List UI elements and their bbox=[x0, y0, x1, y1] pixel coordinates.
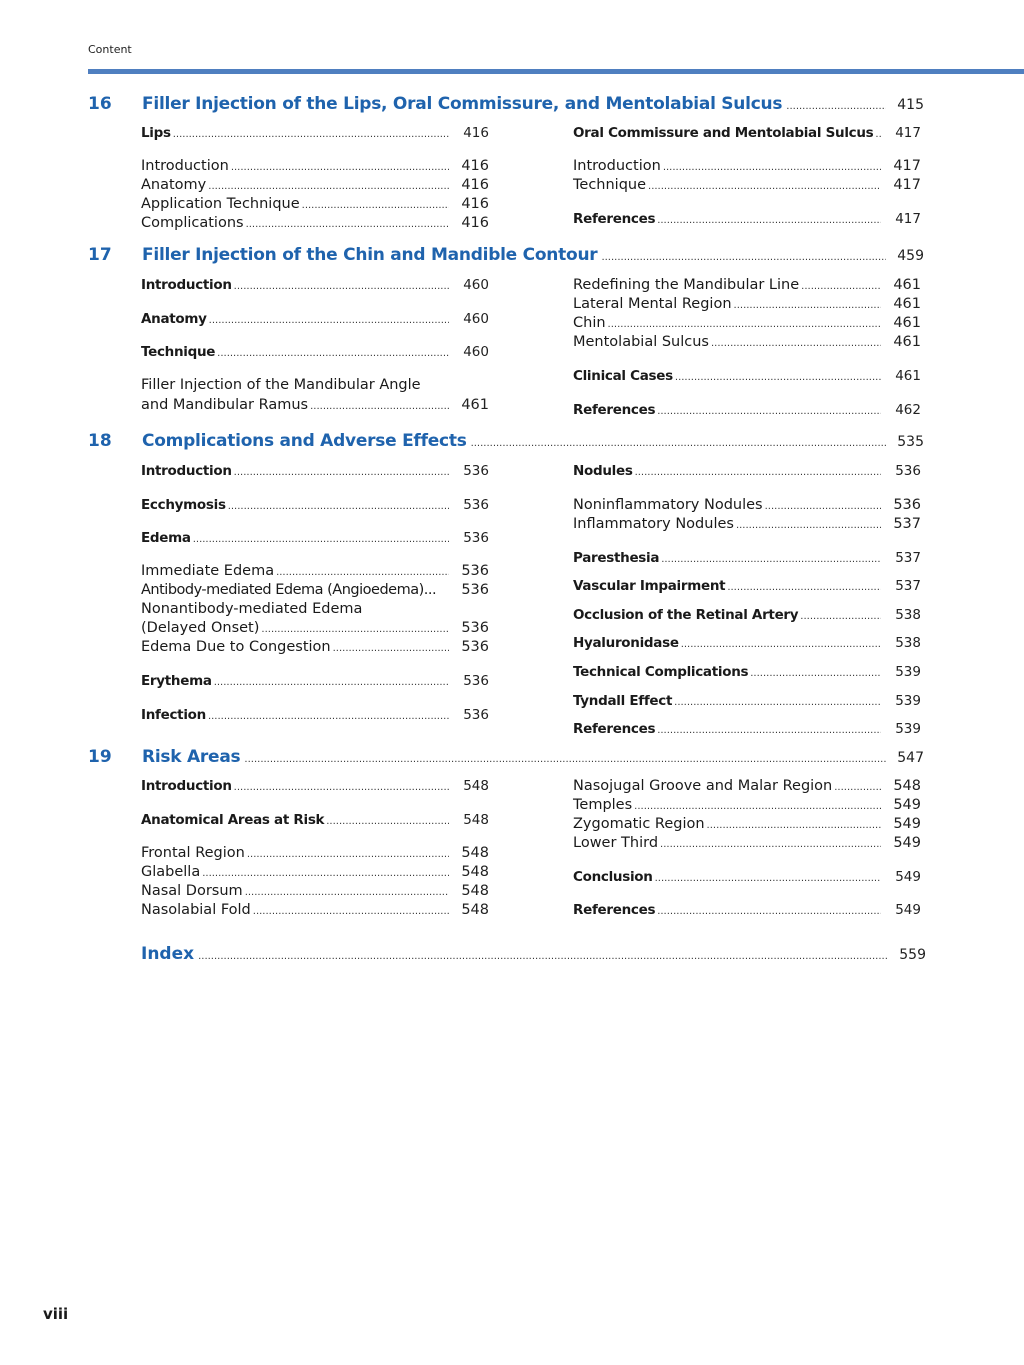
dot-leader bbox=[471, 438, 886, 449]
dot-leader bbox=[734, 300, 881, 311]
dot-leader bbox=[261, 624, 449, 635]
dot-leader bbox=[657, 215, 881, 226]
entry-page: 460 bbox=[463, 311, 489, 327]
toc-entry[interactable] bbox=[141, 639, 489, 659]
entry-page: 548 bbox=[461, 902, 489, 918]
entry-page: 461 bbox=[895, 368, 921, 384]
chapter-title: Complications and Adverse Effects bbox=[142, 431, 467, 451]
dot-leader bbox=[234, 281, 449, 292]
toc-entry[interactable] bbox=[141, 397, 489, 417]
entry-label: Zygomatic Region bbox=[573, 816, 705, 832]
entry-page: 537 bbox=[895, 578, 921, 594]
toc-entry[interactable] bbox=[141, 620, 489, 640]
chapter-19-heading[interactable] bbox=[88, 747, 924, 773]
entry-page: 548 bbox=[461, 864, 489, 880]
entry-page: 536 bbox=[463, 707, 489, 723]
dot-leader bbox=[302, 200, 449, 211]
entry-page: 537 bbox=[893, 516, 921, 532]
dot-leader bbox=[601, 252, 886, 263]
toc-entry[interactable] bbox=[141, 497, 489, 517]
dot-leader bbox=[217, 348, 449, 359]
toc-entry[interactable] bbox=[573, 797, 921, 817]
entry-label: Vascular Impairment bbox=[573, 578, 726, 594]
toc-entry[interactable] bbox=[141, 582, 489, 602]
toc-entry[interactable] bbox=[141, 530, 489, 550]
chapter-page: 459 bbox=[897, 248, 924, 264]
entry-label: Lips bbox=[141, 125, 171, 141]
entry-label: Edema Due to Congestion bbox=[141, 639, 331, 655]
entry-page: 548 bbox=[463, 812, 489, 828]
entry-page: 538 bbox=[895, 607, 921, 623]
entry-label: References bbox=[573, 902, 656, 918]
chapter-title: Filler Injection of the Chin and Mandible Contour bbox=[142, 245, 598, 265]
toc-entry[interactable] bbox=[141, 902, 489, 922]
toc-entry[interactable] bbox=[573, 835, 921, 855]
entry-label: Chin bbox=[573, 315, 606, 331]
entry-label: Conclusion bbox=[573, 869, 653, 885]
dot-leader bbox=[247, 849, 449, 860]
dot-leader bbox=[234, 467, 449, 478]
entry-page: 536 bbox=[893, 497, 921, 513]
entry-page: 416 bbox=[463, 125, 489, 141]
entry-page: 536 bbox=[461, 620, 489, 636]
dot-leader bbox=[800, 611, 881, 622]
entry-label: References bbox=[573, 721, 656, 737]
chapter-number: 16 bbox=[88, 94, 112, 114]
toc-entry[interactable] bbox=[573, 402, 921, 422]
entry-page: 416 bbox=[461, 158, 489, 174]
entry-page: 548 bbox=[893, 778, 921, 794]
toc-entry[interactable] bbox=[573, 902, 921, 922]
dot-leader bbox=[635, 467, 881, 478]
toc-entry[interactable] bbox=[141, 864, 489, 884]
entry-label: Occlusion of the Retinal Artery bbox=[573, 607, 799, 623]
toc-entry[interactable] bbox=[573, 664, 921, 684]
entry-page: 539 bbox=[895, 721, 921, 737]
entry-label: Application Technique bbox=[141, 196, 300, 212]
entry-page: 461 bbox=[893, 296, 921, 312]
entry-page: 536 bbox=[461, 639, 489, 655]
toc-entry[interactable] bbox=[141, 158, 489, 178]
entry-label: Infection bbox=[141, 707, 206, 723]
toc-entry[interactable] bbox=[141, 463, 489, 483]
toc-entry[interactable] bbox=[141, 344, 489, 364]
entry-page: 536 bbox=[463, 497, 489, 513]
entry-label: Glabella bbox=[141, 864, 201, 880]
entry-label: Ecchymosis bbox=[141, 497, 226, 513]
entry-page: 536 bbox=[895, 463, 921, 479]
entry-page: 537 bbox=[895, 550, 921, 566]
dot-leader bbox=[765, 501, 881, 512]
dot-leader bbox=[663, 162, 881, 173]
chapter-17-heading[interactable] bbox=[88, 245, 924, 271]
entry-page: 460 bbox=[463, 344, 489, 360]
toc-entry[interactable] bbox=[573, 125, 921, 145]
dot-leader bbox=[675, 372, 881, 383]
entry-page: 461 bbox=[893, 315, 921, 331]
entry-page: 549 bbox=[893, 835, 921, 851]
entry-label: Introduction bbox=[141, 158, 229, 174]
entry-label: Filler Injection of the Mandibular Angle bbox=[141, 377, 421, 393]
toc-entry[interactable] bbox=[573, 550, 921, 570]
entry-page: 462 bbox=[895, 402, 921, 418]
entry-label: Technique bbox=[141, 344, 216, 360]
entry-label: Noninflammatory Nodules bbox=[573, 497, 763, 513]
index-page: 559 bbox=[899, 947, 926, 963]
entry-label: Erythema bbox=[141, 673, 212, 689]
entry-label: Oral Commissure and Mentolabial Sulcus bbox=[573, 125, 874, 141]
entry-label: (Delayed Onset) bbox=[141, 620, 260, 636]
toc-entry[interactable] bbox=[141, 883, 489, 903]
dot-leader bbox=[634, 801, 881, 812]
toc-entry[interactable] bbox=[141, 778, 489, 798]
entry-label: Nonantibody-mediated Edema bbox=[141, 601, 363, 617]
chapter-title: Risk Areas bbox=[142, 747, 241, 767]
dot-leader bbox=[727, 582, 881, 593]
entry-label: Mentolabial Sulcus bbox=[573, 334, 709, 350]
chapter-16-heading[interactable] bbox=[88, 94, 924, 120]
dot-leader bbox=[234, 782, 449, 793]
entry-page: 416 bbox=[461, 196, 489, 212]
dot-leader bbox=[657, 725, 881, 736]
chapter-number: 18 bbox=[88, 431, 112, 451]
dot-leader bbox=[750, 668, 881, 679]
toc-entry[interactable] bbox=[141, 563, 489, 583]
dot-leader bbox=[173, 129, 449, 140]
dot-leader bbox=[674, 697, 881, 708]
dot-leader bbox=[801, 281, 881, 292]
entry-label: Nasal Dorsum bbox=[141, 883, 243, 899]
entry-label: Technique bbox=[573, 177, 647, 193]
entry-label: References bbox=[573, 211, 656, 227]
entry-page: 549 bbox=[895, 869, 921, 885]
dot-leader bbox=[244, 754, 886, 765]
toc-entry[interactable] bbox=[573, 158, 921, 178]
dot-leader bbox=[834, 782, 881, 793]
toc-entry[interactable] bbox=[573, 315, 921, 335]
entry-label: Introduction bbox=[141, 778, 232, 794]
index-title: Index bbox=[141, 944, 195, 964]
toc-entry[interactable] bbox=[573, 334, 921, 354]
toc-entry[interactable] bbox=[573, 296, 921, 316]
dot-leader bbox=[214, 677, 449, 688]
dot-leader bbox=[208, 181, 449, 192]
entry-label: Anatomy bbox=[141, 311, 207, 327]
toc-entry[interactable] bbox=[573, 211, 921, 231]
entry-page: 536 bbox=[463, 673, 489, 689]
toc-entry[interactable] bbox=[141, 673, 489, 693]
toc-entry[interactable] bbox=[573, 277, 921, 297]
dot-leader bbox=[208, 711, 449, 722]
toc-entry[interactable] bbox=[573, 607, 921, 627]
dot-leader bbox=[786, 101, 886, 112]
entry-label: Paresthesia bbox=[573, 550, 660, 566]
entry-label: Lower Third bbox=[573, 835, 659, 851]
toc-entry[interactable] bbox=[141, 125, 489, 145]
entry-label: Technical Complications bbox=[573, 664, 749, 680]
dot-leader bbox=[681, 639, 881, 650]
toc-entry[interactable] bbox=[141, 277, 489, 297]
toc-entry[interactable] bbox=[573, 816, 921, 836]
toc-entry[interactable] bbox=[573, 778, 921, 798]
entry-label: Anatomy bbox=[141, 177, 207, 193]
dot-leader bbox=[231, 162, 449, 173]
entry-label: References bbox=[573, 402, 656, 418]
toc-entry[interactable] bbox=[573, 635, 921, 655]
entry-page: 539 bbox=[895, 693, 921, 709]
entry-label: Antibody-mediated Edema (Angioedema)... bbox=[141, 582, 437, 598]
entry-page: 461 bbox=[893, 334, 921, 350]
dot-leader bbox=[648, 181, 881, 192]
entry-label: Inflammatory Nodules bbox=[573, 516, 734, 532]
entry-label: Anatomical Areas at Risk bbox=[141, 812, 325, 828]
chapter-page: 547 bbox=[897, 750, 924, 766]
toc-entry-line[interactable] bbox=[141, 377, 489, 397]
toc-entry[interactable] bbox=[141, 707, 489, 727]
toc-entry[interactable] bbox=[573, 869, 921, 889]
toc-entry[interactable] bbox=[573, 693, 921, 713]
page-folio: viii bbox=[43, 1305, 69, 1323]
toc-entry[interactable] bbox=[573, 497, 921, 517]
entry-page: 536 bbox=[461, 582, 489, 598]
entry-label: Edema bbox=[141, 530, 191, 546]
entry-page: 536 bbox=[461, 563, 489, 579]
dot-leader bbox=[657, 406, 881, 417]
toc-entry-line[interactable] bbox=[141, 601, 489, 621]
dot-leader bbox=[657, 906, 881, 917]
toc-entry[interactable] bbox=[573, 721, 921, 741]
entry-label: Nasojugal Groove and Malar Region bbox=[573, 778, 833, 794]
entry-label: Complications bbox=[141, 215, 244, 231]
toc-entry[interactable] bbox=[573, 516, 921, 536]
dot-leader bbox=[875, 129, 881, 140]
entry-label: Tyndall Effect bbox=[573, 693, 673, 709]
dot-leader bbox=[660, 839, 881, 850]
entry-page: 539 bbox=[895, 664, 921, 680]
dot-leader bbox=[310, 401, 449, 412]
chapter-title: Filler Injection of the Lips, Oral Commissure, and Mentolabial Sulcus bbox=[142, 94, 783, 114]
dot-leader bbox=[326, 816, 449, 827]
chapter-page: 415 bbox=[897, 97, 924, 113]
entry-label: and Mandibular Ramus bbox=[141, 397, 309, 413]
entry-label: Nasolabial Fold bbox=[141, 902, 251, 918]
entry-page: 549 bbox=[893, 797, 921, 813]
dot-leader bbox=[209, 315, 449, 326]
dot-leader bbox=[276, 567, 449, 578]
header-rule bbox=[88, 69, 1024, 74]
entry-page: 417 bbox=[893, 177, 921, 193]
dot-leader bbox=[228, 501, 449, 512]
entry-label: Clinical Cases bbox=[573, 368, 673, 384]
entry-page: 416 bbox=[461, 177, 489, 193]
entry-page: 548 bbox=[463, 778, 489, 794]
dot-leader bbox=[253, 906, 449, 917]
entry-label: Frontal Region bbox=[141, 845, 245, 861]
dot-leader bbox=[711, 338, 881, 349]
chapter-18-heading[interactable] bbox=[88, 431, 924, 457]
toc-entry[interactable] bbox=[141, 812, 489, 832]
dot-leader bbox=[655, 873, 881, 884]
entry-page: 538 bbox=[895, 635, 921, 651]
entry-page: 549 bbox=[893, 816, 921, 832]
entry-page: 416 bbox=[461, 215, 489, 231]
index-entry[interactable] bbox=[141, 944, 926, 968]
entry-label: Introduction bbox=[573, 158, 661, 174]
entry-label: Temples bbox=[573, 797, 633, 813]
toc-entry[interactable] bbox=[141, 196, 489, 216]
dot-leader bbox=[245, 887, 449, 898]
toc-entry[interactable] bbox=[141, 311, 489, 331]
entry-label: Redefining the Mandibular Line bbox=[573, 277, 800, 293]
dot-leader bbox=[193, 534, 449, 545]
dot-leader bbox=[707, 820, 881, 831]
toc-entry[interactable] bbox=[573, 463, 921, 483]
dot-leader bbox=[736, 520, 881, 531]
entry-page: 417 bbox=[895, 125, 921, 141]
entry-page: 548 bbox=[461, 883, 489, 899]
entry-page: 549 bbox=[895, 902, 921, 918]
entry-page: 417 bbox=[893, 158, 921, 174]
dot-leader bbox=[608, 319, 881, 330]
dot-leader bbox=[202, 868, 449, 879]
toc-entry[interactable] bbox=[141, 215, 489, 235]
dot-leader bbox=[333, 643, 449, 654]
toc-entry[interactable] bbox=[573, 368, 921, 388]
toc-entry[interactable] bbox=[141, 177, 489, 197]
entry-label: Nodules bbox=[573, 463, 633, 479]
entry-label: Lateral Mental Region bbox=[573, 296, 732, 312]
entry-page: 460 bbox=[463, 277, 489, 293]
running-head: Content bbox=[88, 43, 132, 56]
dot-leader bbox=[661, 554, 881, 565]
entry-label: Introduction bbox=[141, 277, 232, 293]
entry-page: 536 bbox=[463, 530, 489, 546]
entry-page: 417 bbox=[895, 211, 921, 227]
entry-label: Introduction bbox=[141, 463, 232, 479]
entry-page: 536 bbox=[463, 463, 489, 479]
chapter-number: 19 bbox=[88, 747, 112, 767]
chapter-number: 17 bbox=[88, 245, 112, 265]
dot-leader bbox=[198, 951, 888, 962]
entry-page: 548 bbox=[461, 845, 489, 861]
entry-page: 461 bbox=[893, 277, 921, 293]
entry-page: 461 bbox=[461, 397, 489, 413]
dot-leader bbox=[246, 219, 449, 230]
toc-entry[interactable] bbox=[141, 845, 489, 865]
entry-label: Immediate Edema bbox=[141, 563, 275, 579]
toc-entry[interactable] bbox=[573, 578, 921, 598]
chapter-page: 535 bbox=[897, 434, 924, 450]
entry-label: Hyaluronidase bbox=[573, 635, 679, 651]
toc-entry[interactable] bbox=[573, 177, 921, 197]
